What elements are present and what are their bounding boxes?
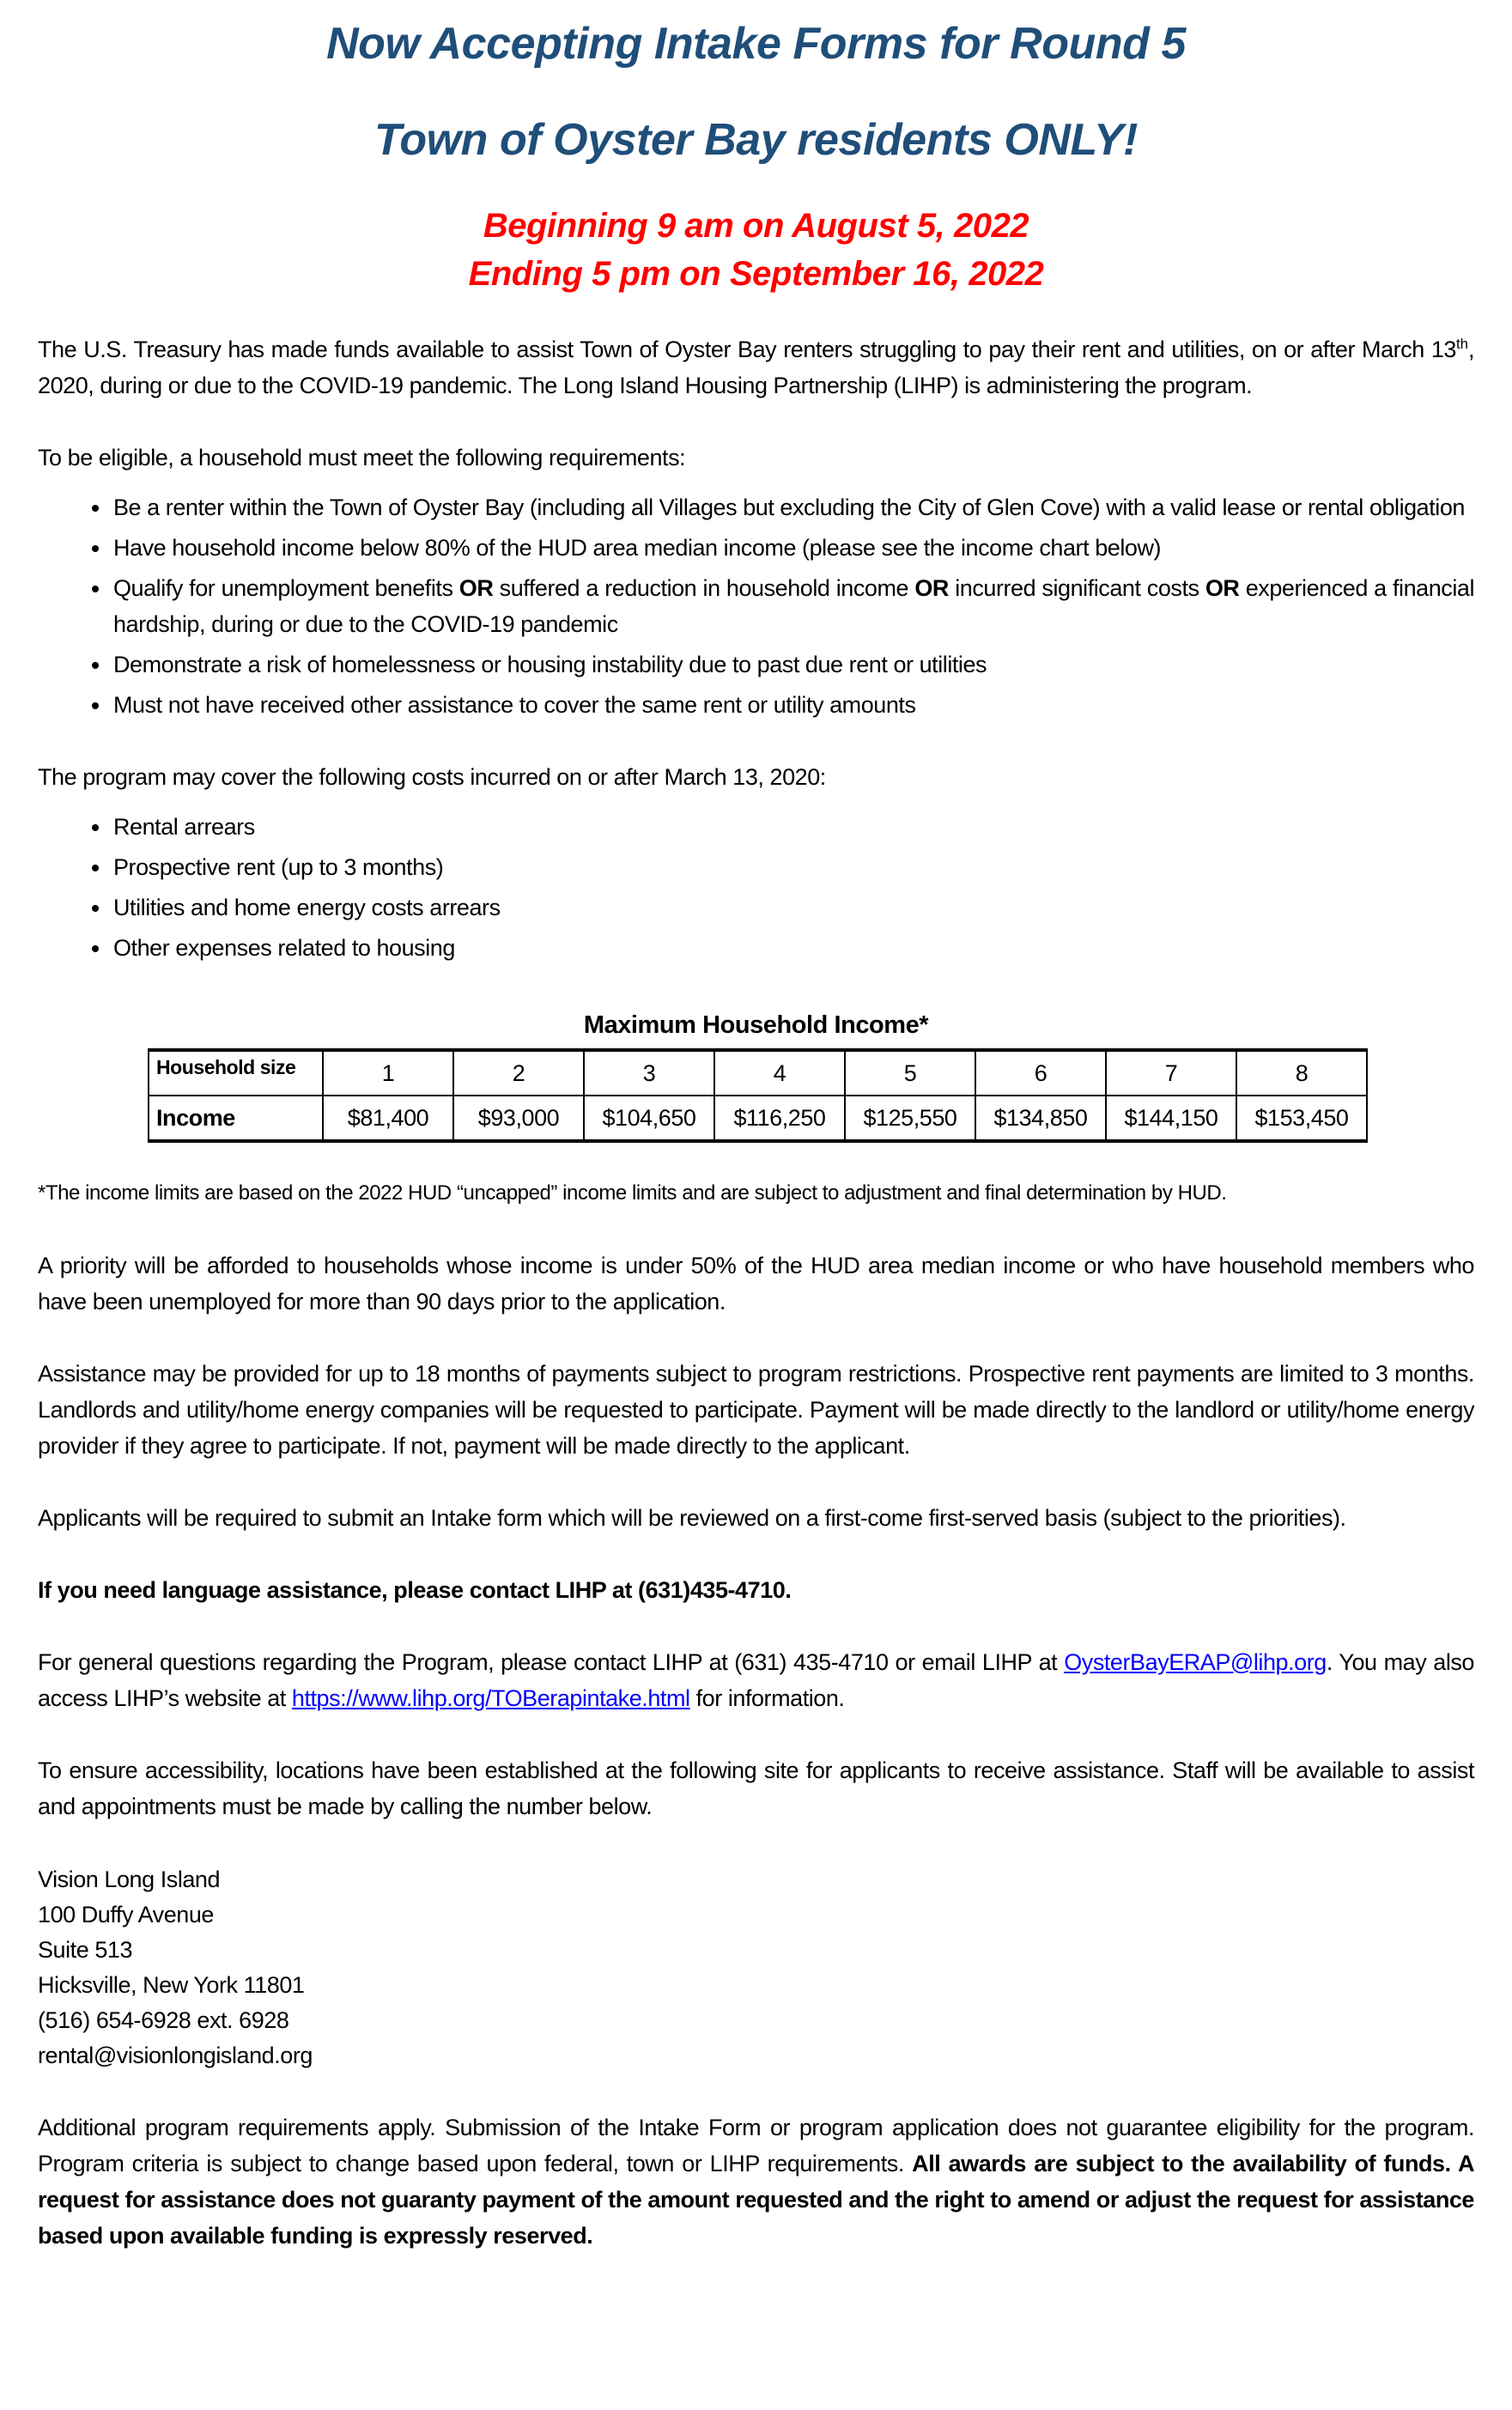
income-table-wrapper bbox=[148, 1048, 1368, 1143]
table-cell: $104,650 bbox=[584, 1096, 714, 1141]
table-cell: $93,000 bbox=[453, 1096, 584, 1141]
text-segment: For general questions regarding the Program, please contact LIHP at (631) 435-4710 or email LIHP at bbox=[38, 1648, 1065, 1675]
location-suite: Suite 513 bbox=[38, 1936, 133, 1963]
table-cell: 7 bbox=[1106, 1050, 1236, 1096]
list-item: • Utilities and home energy costs arrears bbox=[112, 889, 1474, 926]
list-item: • Prospective rent (up to 3 months) bbox=[112, 849, 1474, 885]
text-segment: OR bbox=[458, 574, 494, 601]
table-cell: $125,550 bbox=[845, 1096, 975, 1141]
table-footnote: *The income limits are based on the 2022 HUD “uncapped” income limits and are subject to adjustment and final determination by HUD. bbox=[38, 1181, 1227, 1205]
eligibility-intro: To be eligible, a household must meet the following requirements: bbox=[38, 444, 686, 470]
priority-paragraph: A priority will be afforded to households whose income is under 50% of the HUD area median income or who have household members who have been unemployed for more than 90 days prior to the application. bbox=[38, 1252, 1474, 1314]
page-subtitle: Town of Oyster Bay residents ONLY! bbox=[373, 114, 1139, 165]
text-segment: OR bbox=[914, 574, 949, 601]
start-date-line: Beginning 9 am on August 5, 2022 bbox=[483, 206, 1029, 245]
text-segment: Additional program requirements apply. Submission of the Intake Form or program application does not guarantee eligibility for the program. Program criteria is subject to change based upon federal, town or LIHP requirements. bbox=[38, 2114, 1474, 2176]
language-assistance-line: If you need language assistance, please contact LIHP at (631)435-4710. bbox=[38, 1576, 792, 1603]
location-city: Hicksville, New York 11801 bbox=[38, 1971, 305, 1998]
location-street: 100 Duffy Avenue bbox=[38, 1901, 214, 1927]
table-cell: 3 bbox=[584, 1050, 714, 1096]
text-segment: suffered a reduction in household income bbox=[493, 574, 915, 601]
applicants-paragraph: Applicants will be required to submit an Intake form which will be reviewed on a first-come first-served basis (subject to the priorities). bbox=[38, 1504, 1346, 1531]
location-email: rental@visionlongisland.org bbox=[38, 2042, 313, 2068]
superscript: th bbox=[1455, 335, 1468, 352]
costs-intro: The program may cover the following costs incurred on or after March 13, 2020: bbox=[38, 763, 826, 790]
website-link[interactable]: https://www.lihp.org/TOBerapintake.html bbox=[291, 1685, 690, 1711]
text-segment: . You may also access LIHP’s website at bbox=[38, 1648, 1474, 1711]
list-item: • Must not have received other assistance to cover the same rent or utility amounts bbox=[112, 687, 1474, 723]
intro-paragraph bbox=[38, 331, 1474, 404]
table-cell: $116,250 bbox=[714, 1096, 845, 1141]
list-item bbox=[112, 570, 1474, 642]
final-paragraph bbox=[38, 2110, 1474, 2254]
costs-list bbox=[38, 809, 1474, 966]
income-table bbox=[148, 1048, 1368, 1143]
text-segment: All awards are subject to the availability of funds. A request for assistance does not guaranty payment of the amount requested and the right to amend or adjust the request for assistance based upon available funding is expressly reserved. bbox=[38, 2150, 1474, 2249]
household-size-header-cell: Household size bbox=[149, 1050, 323, 1096]
page-title: Now Accepting Intake Forms for Round 5 bbox=[326, 19, 1186, 69]
table-cell: 1 bbox=[323, 1050, 453, 1096]
table-cell: 4 bbox=[714, 1050, 845, 1096]
location-name: Vision Long Island bbox=[38, 1866, 221, 1892]
location-phone: (516) 654-6928 ext. 6928 bbox=[38, 2006, 289, 2033]
table-cell: $134,850 bbox=[975, 1096, 1106, 1141]
table-header-row bbox=[149, 1050, 1367, 1096]
assistance-paragraph: Assistance may be provided for up to 18 months of payments subject to program restrictions. Prospective rent payments are limited to 3 months. Landlords and utility/home energy companies will be requested to participate. Payment will be made directly to the landlord or utility/home energy provider if they agree to participate. If not, payment will be made directly to the applicant. bbox=[38, 1360, 1474, 1459]
income-table-title: Maximum Household Income* bbox=[583, 1011, 929, 1039]
list-item: • Demonstrate a risk of homelessness or housing instability due to past due rent or utilities bbox=[112, 647, 1474, 683]
list-item: • Have household income below 80% of the HUD area median income (please see the income chart below) bbox=[112, 530, 1474, 566]
accessibility-paragraph: To ensure accessibility, locations have been established at the following site for applicants to receive assistance. Staff will be available to assist and appointments must be made by calling the number below. bbox=[38, 1757, 1474, 1819]
email-link[interactable]: OysterBayERAP@lihp.org bbox=[1064, 1648, 1327, 1675]
text-segment: , 2020, during or due to the COVID-19 pandemic. The Long Island Housing Partnership (LIHP) is administering the program. bbox=[38, 336, 1474, 398]
requirements-list bbox=[38, 489, 1474, 723]
text-segment: Qualify for unemployment benefits bbox=[113, 574, 459, 601]
general-questions-paragraph bbox=[38, 1644, 1474, 1716]
end-date-line: Ending 5 pm on September 16, 2022 bbox=[468, 254, 1044, 293]
table-cell: $153,450 bbox=[1236, 1096, 1367, 1141]
table-cell: $144,150 bbox=[1106, 1096, 1236, 1141]
text-segment: OR bbox=[1205, 574, 1240, 601]
text-segment: The U.S. Treasury has made funds available to assist Town of Oyster Bay renters struggling to pay their rent and utilities, on or after March 13 bbox=[38, 336, 1456, 362]
table-cell: 6 bbox=[975, 1050, 1106, 1096]
list-item: • Other expenses related to housing bbox=[112, 930, 1474, 966]
text-segment: for information. bbox=[689, 1685, 845, 1711]
table-cell: 8 bbox=[1236, 1050, 1367, 1096]
text-segment: incurred significant costs bbox=[948, 574, 1205, 601]
income-label-cell: Income bbox=[149, 1096, 323, 1141]
location-block bbox=[38, 1862, 1474, 2073]
table-cell: 2 bbox=[453, 1050, 584, 1096]
table-cell: 5 bbox=[845, 1050, 975, 1096]
list-item: • Rental arrears bbox=[112, 809, 1474, 845]
text-segment: experienced a financial hardship, during or due to the COVID-19 pandemic bbox=[113, 574, 1474, 637]
list-item: • Be a renter within the Town of Oyster Bay (including all Villages but excluding the City of Glen Cove) with a valid lease or rental obligation bbox=[112, 489, 1474, 525]
table-cell: $81,400 bbox=[323, 1096, 453, 1141]
income-row bbox=[149, 1096, 1367, 1141]
